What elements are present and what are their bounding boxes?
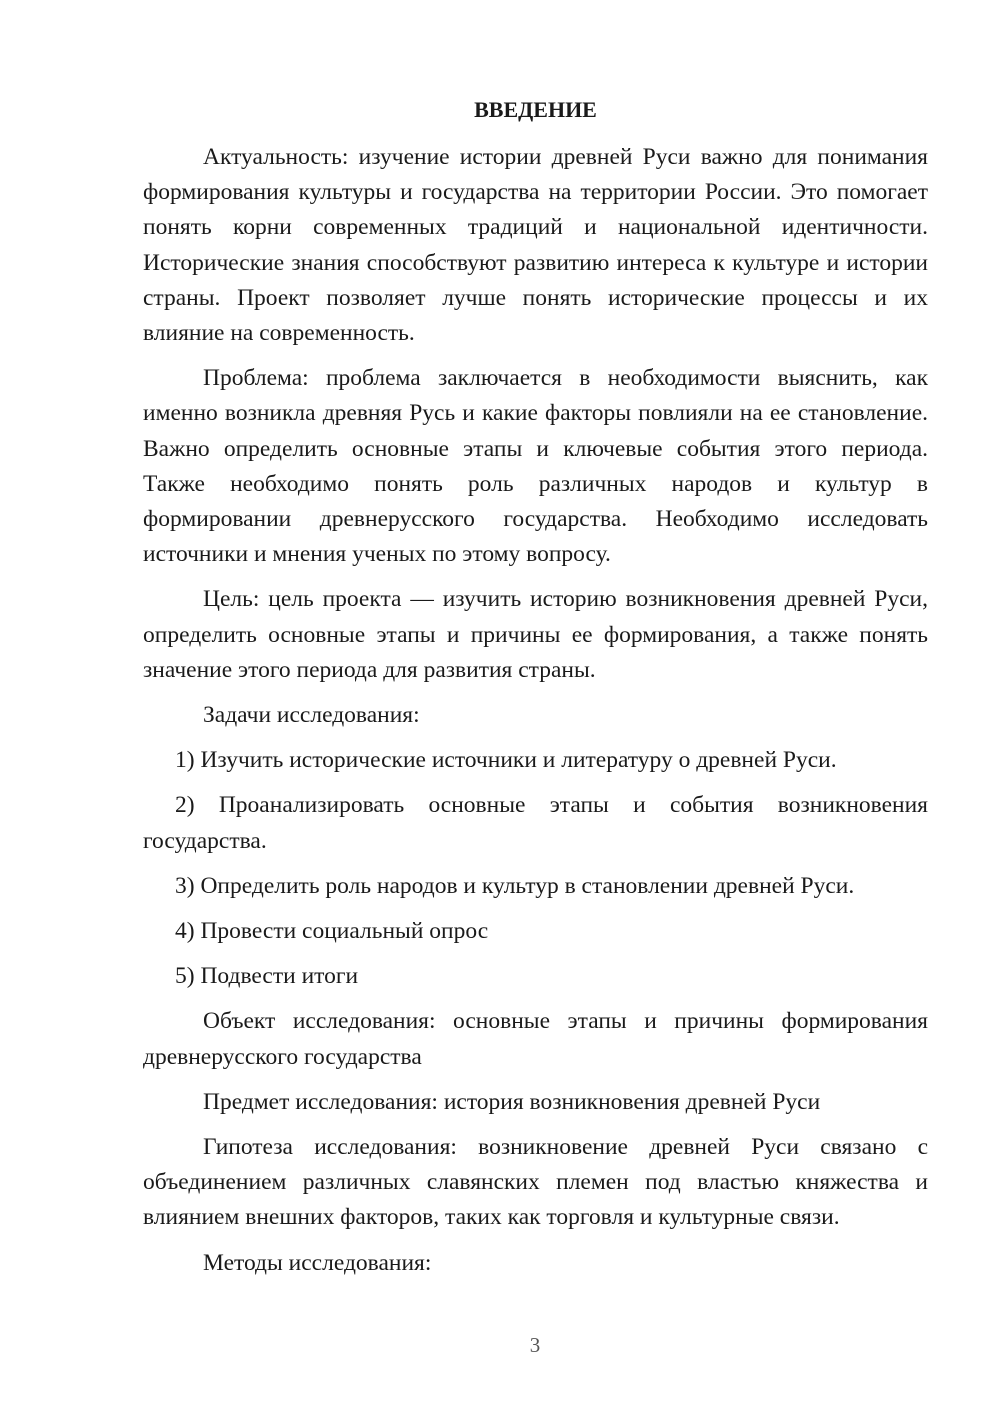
page-content	[143, 92, 928, 1291]
goal-paragraph: Цель: цель проекта — изучить историю возникновения древней Руси, определить основные этапы и причины ее формирования, а также понять значение этого периода для развития страны.	[143, 586, 928, 683]
task-item-2: 2) Проанализировать основные этапы и события возникновения государства.	[143, 792, 928, 854]
object-paragraph: Объект исследования: основные этапы и причины формирования древнерусского государства	[143, 1008, 928, 1070]
hypothesis-paragraph: Гипотеза исследования: возникновение древней Руси связано с объединением различных славянских племен под властью княжества и влиянием внешних факторов, таких как торговля и культурные связи.	[143, 1134, 928, 1231]
task-item-5: 5) Подвести итоги	[175, 963, 359, 990]
problem-paragraph: Проблема: проблема заключается в необходимости выяснить, как именно возникла древняя Русь и какие факторы повлияли на ее становление. Важно определить основные этапы и ключевые события этого периода. Также необходимо понять роль различных народов и культур в формировании древнерусского государства. Необходимо исследовать источники и мнения ученых по этому вопросу.	[143, 365, 928, 568]
relevance-paragraph: Актуальность: изучение истории древней Руси важно для понимания формирования культуры и государства на территории России. Это помогает понять корни современных традиций и национальной идентичности. Исторические знания способствуют развитию интереса к культуре и истории страны. Проект позволяет лучше понять исторические процессы и их влияние на современность.	[143, 144, 928, 347]
tasks-heading: Задачи исследования:	[203, 702, 420, 729]
section-title: ВВЕДЕНИЕ	[474, 97, 597, 122]
task-item-3: 3) Определить роль народов и культур в становлении древней Руси.	[175, 872, 855, 899]
task-item-1: 1) Изучить исторические источники и литературу о древней Руси.	[175, 747, 837, 774]
task-item-4: 4) Провести социальный опрос	[175, 918, 489, 945]
page-number: 3	[529, 1333, 541, 1357]
subject-paragraph: Предмет исследования: история возникновения древней Руси	[203, 1088, 821, 1115]
methods-heading: Методы исследования:	[203, 1249, 432, 1276]
